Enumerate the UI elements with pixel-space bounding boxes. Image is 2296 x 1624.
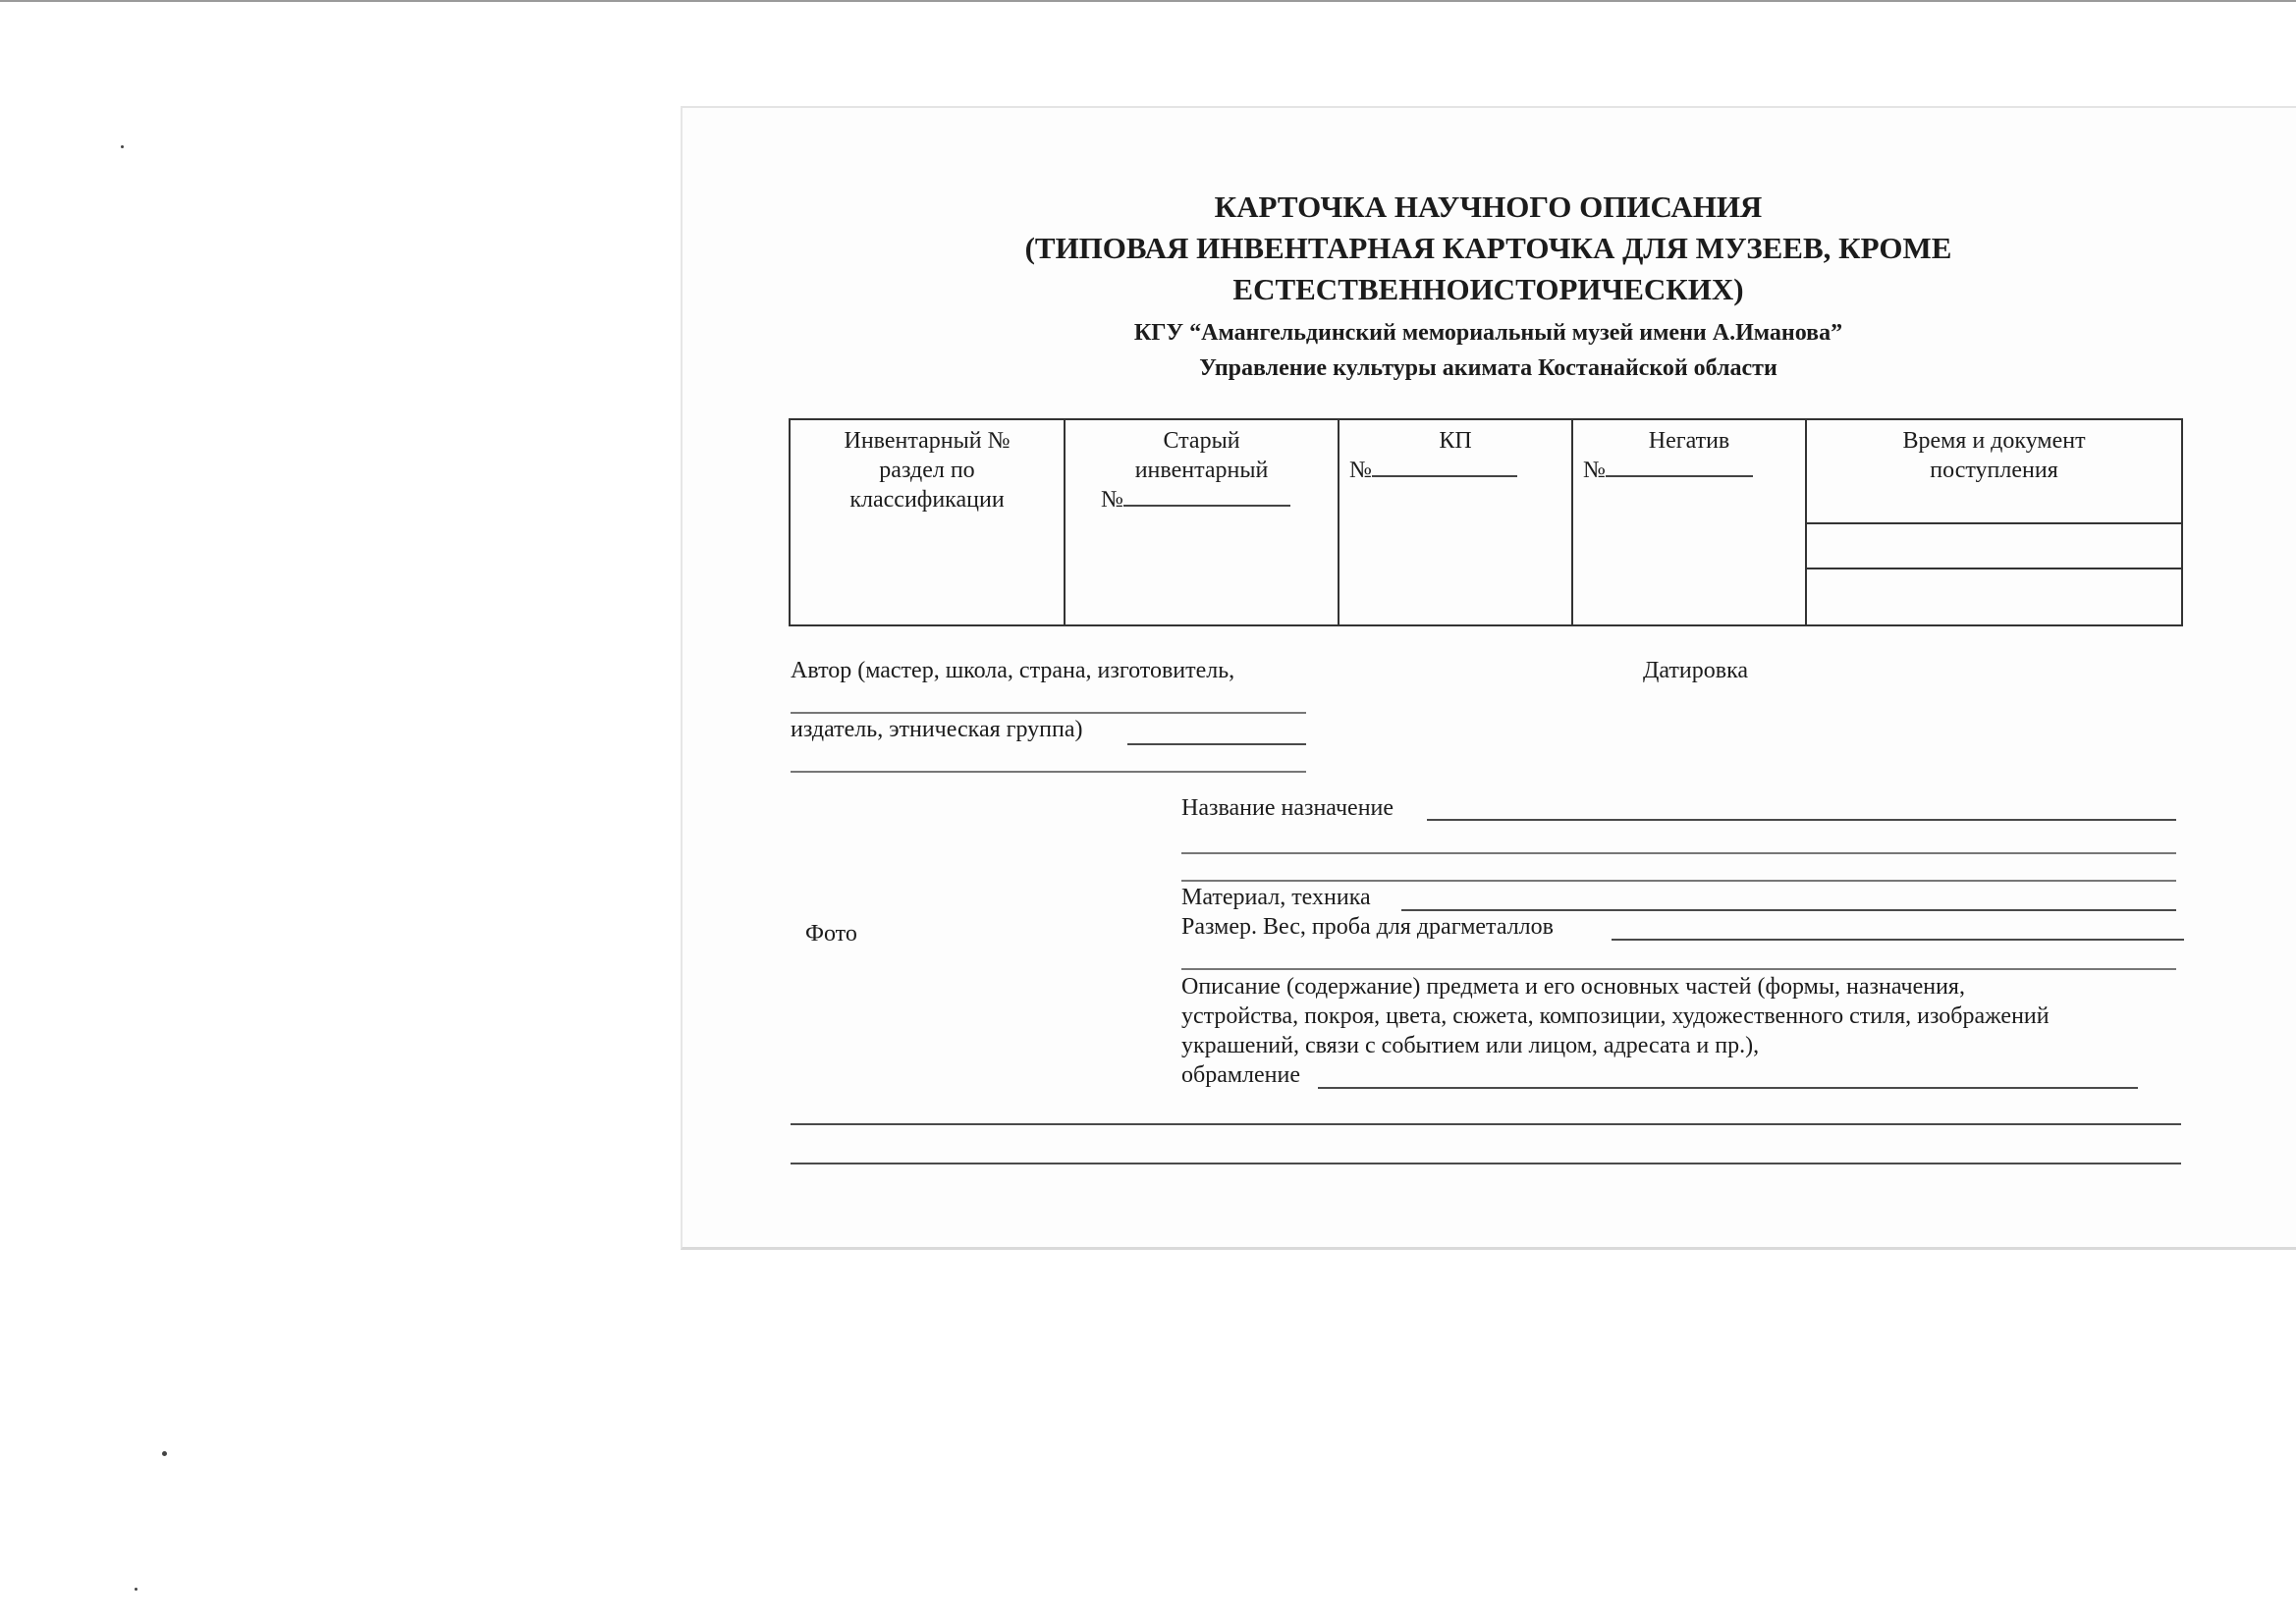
- cell-label: Негатив: [1648, 428, 1730, 454]
- photo-label: Фото: [805, 921, 857, 947]
- old-inventory-cell[interactable]: [1065, 419, 1339, 625]
- name-purpose-line-3[interactable]: [1181, 880, 2176, 882]
- receipt-document-field[interactable]: [1807, 569, 2181, 624]
- number-sign: №: [1101, 487, 1123, 513]
- description-line[interactable]: [791, 1163, 2181, 1164]
- cell-label: раздел по: [879, 458, 975, 483]
- title-line: ЕСТЕСТВЕННОИСТОРИЧЕСКИХ): [1232, 272, 1744, 306]
- inventory-number-cell[interactable]: [790, 419, 1065, 625]
- scan-speck: [135, 1588, 137, 1591]
- material-label: Материал, техника: [1181, 885, 1371, 910]
- blank-line: [1123, 485, 1290, 507]
- description-label-cont: устройства, покроя, цвета, сюжета, композиции, художественного стиля, изображений: [1181, 1003, 2050, 1029]
- cell-label: поступления: [1930, 458, 2058, 483]
- cell-label: Инвентарный №: [844, 428, 1011, 454]
- size-line-2[interactable]: [1181, 968, 2176, 970]
- author-group-line[interactable]: [1127, 743, 1306, 745]
- number-fill: [1349, 456, 1561, 485]
- inventory-table: [789, 418, 2183, 626]
- description-label: Описание (содержание) предмета и его основных частей (формы, назначения,: [1181, 974, 1965, 1000]
- title-line: КАРТОЧКА НАУЧНОГО ОПИСАНИЯ: [1214, 189, 1763, 224]
- name-purpose-label: Название назначение: [1181, 795, 1394, 821]
- material-line[interactable]: [1401, 909, 2176, 911]
- dating-label: Датировка: [1643, 658, 1749, 683]
- scan-edge: [0, 0, 2296, 2]
- size-line[interactable]: [1612, 939, 2184, 941]
- number-fill: [1583, 456, 1795, 485]
- description-label-cont: украшений, связи с событием или лицом, адресата и пр.),: [1181, 1033, 1760, 1058]
- kp-cell[interactable]: [1339, 419, 1572, 625]
- card-title: [681, 187, 2296, 310]
- author-extra-line[interactable]: [791, 771, 1306, 773]
- scan-speck: [162, 1451, 167, 1456]
- scan-speck: [121, 145, 124, 148]
- department-name: Управление культуры акимата Костанайской области: [1199, 355, 1777, 381]
- number-sign: №: [1583, 458, 1606, 483]
- institution-name: КГУ “Амангельдинский мемориальный музей имени А.Иманова”: [1133, 320, 1843, 346]
- negative-cell[interactable]: [1572, 419, 1806, 625]
- size-label: Размер. Вес, проба для драгметаллов: [1181, 914, 1554, 940]
- number-sign: №: [1349, 458, 1372, 483]
- cell-label: классификации: [849, 487, 1005, 513]
- cell-label: инвентарный: [1134, 458, 1269, 483]
- name-purpose-line[interactable]: [1427, 819, 2176, 821]
- author-label: Автор (мастер, школа, страна, изготовитель,: [791, 658, 1235, 683]
- description-line[interactable]: [791, 1123, 2181, 1125]
- receipt-cell: [1806, 419, 2182, 625]
- blank-line: [1606, 456, 1753, 477]
- framing-label: обрамление: [1181, 1062, 1301, 1088]
- blank-line: [1372, 456, 1517, 477]
- cell-label: КП: [1439, 428, 1472, 454]
- name-purpose-line-2[interactable]: [1181, 852, 2176, 854]
- title-line: (ТИПОВАЯ ИНВЕНТАРНАЯ КАРТОЧКА ДЛЯ МУЗЕЕВ, КРОМЕ: [1024, 231, 1952, 265]
- cell-label: Старый: [1163, 428, 1240, 454]
- number-fill: [1075, 485, 1328, 514]
- framing-line[interactable]: [1318, 1087, 2138, 1089]
- cell-label: Время и документ: [1902, 428, 2086, 454]
- author-label-cont: издатель, этническая группа): [791, 717, 1083, 742]
- receipt-header: [1807, 420, 2181, 524]
- author-line[interactable]: [791, 712, 1306, 714]
- receipt-time-field[interactable]: [1807, 524, 2181, 569]
